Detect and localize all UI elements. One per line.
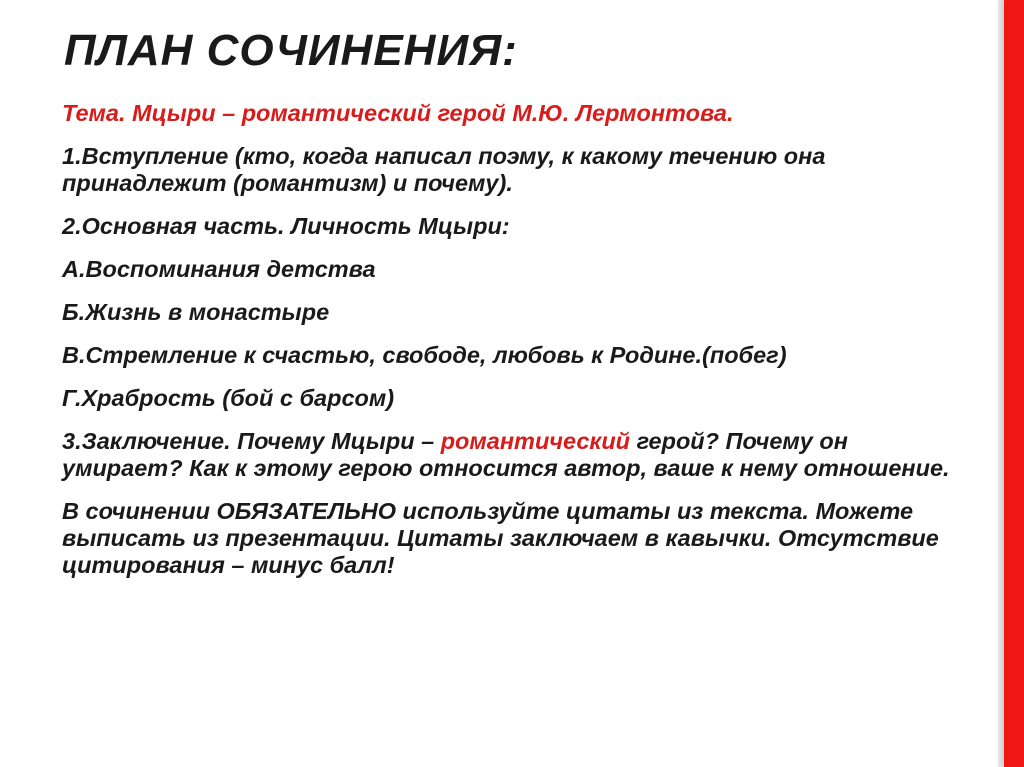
conclusion-part2: герой? Почему он умирает? Как к этому герою относится автор, ваше к нему отношение. <box>62 428 950 481</box>
conclusion-highlight: романтический <box>440 428 631 454</box>
item-conclusion <box>62 428 962 482</box>
citation-note: В сочинении ОБЯЗАТЕЛЬНО используйте цитаты из текста. Можете выписать из презентации. Цитаты заключаем в кавычки. Отсутствие цитирования – минус балл! <box>62 498 939 578</box>
item-main-part: 2.Основная часть. Личность Мцыри: <box>62 213 510 239</box>
slide-title: ПЛАН СОЧИНЕНИЯ: <box>64 26 518 75</box>
item-childhood: А.Воспоминания детства <box>62 256 376 282</box>
item-monastery: Б.Жизнь в монастыре <box>62 299 330 325</box>
item-aspiration: В.Стремление к счастью, свободе, любовь к Родине.(побег) <box>62 342 787 368</box>
conclusion-part1: 3.Заключение. Почему Мцыри – <box>62 428 441 454</box>
slide-content <box>62 100 962 595</box>
item-courage: Г.Храбрость (бой с барсом) <box>62 385 395 411</box>
theme-line: Тема. Мцыри – романтический герой М.Ю. Лермонтова. <box>62 100 734 126</box>
red-frame-stripe <box>1004 0 1024 767</box>
item-introduction: 1.Вступление (кто, когда написал поэму, к какому течению она принадлежит (романтизм) и почему). <box>62 143 826 196</box>
